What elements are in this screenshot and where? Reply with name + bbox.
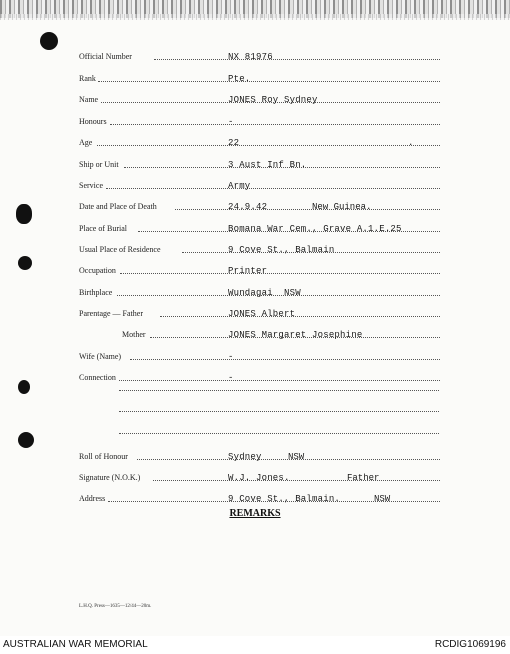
connection-extra-line xyxy=(119,433,439,434)
field-label: Ship or Unit xyxy=(79,160,119,169)
field-label: Parentage — Father xyxy=(79,309,143,318)
field-name xyxy=(0,89,510,105)
field-label: Address xyxy=(79,494,106,503)
field-value: 9 Cove St., Balmain. xyxy=(228,494,341,504)
remarks-text: REMARKS xyxy=(229,508,281,519)
field-label: Connection xyxy=(79,373,116,382)
field-official-number xyxy=(0,46,510,62)
field-honours xyxy=(0,111,510,127)
footer-institution: AUSTRALIAN WAR MEMORIAL xyxy=(3,639,148,650)
remarks-heading xyxy=(0,508,510,519)
field-value: - xyxy=(228,117,234,127)
field-label: Service xyxy=(79,181,103,190)
field-ship-unit xyxy=(0,154,510,170)
connection-extra-line xyxy=(119,411,439,412)
field-wife xyxy=(0,346,510,362)
field-death xyxy=(0,196,510,212)
field-label: Usual Place of Residence xyxy=(79,245,161,254)
field-value: 9 Cove St., Balmain xyxy=(228,245,335,255)
field-connection xyxy=(0,367,510,383)
field-occupation xyxy=(0,260,510,276)
field-value: JONES Roy Sydney xyxy=(228,95,318,105)
field-address xyxy=(0,488,510,504)
connection-extra-line xyxy=(119,390,439,391)
field-residence xyxy=(0,239,510,255)
dotted-line xyxy=(175,209,440,210)
field-value-relation: Father xyxy=(347,473,380,483)
field-value-state: NSW xyxy=(374,494,391,504)
dotted-line xyxy=(110,124,440,125)
field-value-place: New Guinea. xyxy=(312,202,372,212)
field-value: Wundagai NSW xyxy=(228,288,301,298)
field-signature xyxy=(0,467,510,483)
field-value: Bomana War Cem., Grave A.1.E.25 xyxy=(228,224,402,234)
field-label: Birthplace xyxy=(79,288,113,297)
field-label: Place of Burial xyxy=(79,224,127,233)
field-value: W.J. Jones. xyxy=(228,473,290,483)
field-label: Age xyxy=(79,138,93,147)
field-mother xyxy=(0,324,510,340)
field-label: Rank xyxy=(79,74,96,83)
field-value: Printer xyxy=(228,266,268,276)
field-value-mark: . xyxy=(408,138,414,148)
dotted-line xyxy=(119,380,440,381)
dotted-line xyxy=(120,273,440,274)
field-father xyxy=(0,303,510,319)
dotted-line xyxy=(97,145,440,146)
field-label: Honours xyxy=(79,117,107,126)
field-value: - xyxy=(228,352,234,362)
field-label: Occupation xyxy=(79,266,116,275)
field-roll-of-honour xyxy=(0,446,510,462)
field-value: Pte. xyxy=(228,74,251,84)
field-value: - xyxy=(228,373,234,383)
field-rank xyxy=(0,68,510,84)
field-value: JONES Margaret Josephine xyxy=(228,330,363,340)
field-value: 3 Aust Inf Bn. xyxy=(228,160,307,170)
dotted-line xyxy=(154,59,440,60)
scan-edge-noise xyxy=(0,14,510,20)
field-label: Official Number xyxy=(79,52,132,61)
dotted-line xyxy=(153,480,440,481)
dotted-line xyxy=(106,188,440,189)
field-age xyxy=(0,132,510,148)
field-burial xyxy=(0,218,510,234)
field-birthplace xyxy=(0,282,510,298)
field-value: 24.9.42 xyxy=(228,202,268,212)
field-label: Mother xyxy=(122,330,146,339)
field-service xyxy=(0,175,510,191)
field-label: Name xyxy=(79,95,99,104)
field-value-state: NSW xyxy=(288,452,305,462)
field-label: Wife (Name) xyxy=(79,352,122,361)
field-value: NX 81976 xyxy=(228,52,273,62)
field-label: Roll of Honour xyxy=(79,452,128,461)
field-value: 22 xyxy=(228,138,240,148)
footer-record-id: RCDIG1069196 xyxy=(434,639,506,650)
archive-footer xyxy=(0,636,510,654)
field-value: Army xyxy=(228,181,251,191)
field-value: JONES Albert xyxy=(228,309,296,319)
dotted-line xyxy=(98,81,440,82)
printer-imprint: L.H.Q. Press—1635—12/44—20m. xyxy=(79,604,152,609)
dotted-line xyxy=(130,359,440,360)
field-label: Signature (N.O.K.) xyxy=(79,473,141,482)
field-label: Date and Place of Death xyxy=(79,202,157,211)
field-value: Sydney xyxy=(228,452,262,462)
dotted-line xyxy=(160,316,440,317)
